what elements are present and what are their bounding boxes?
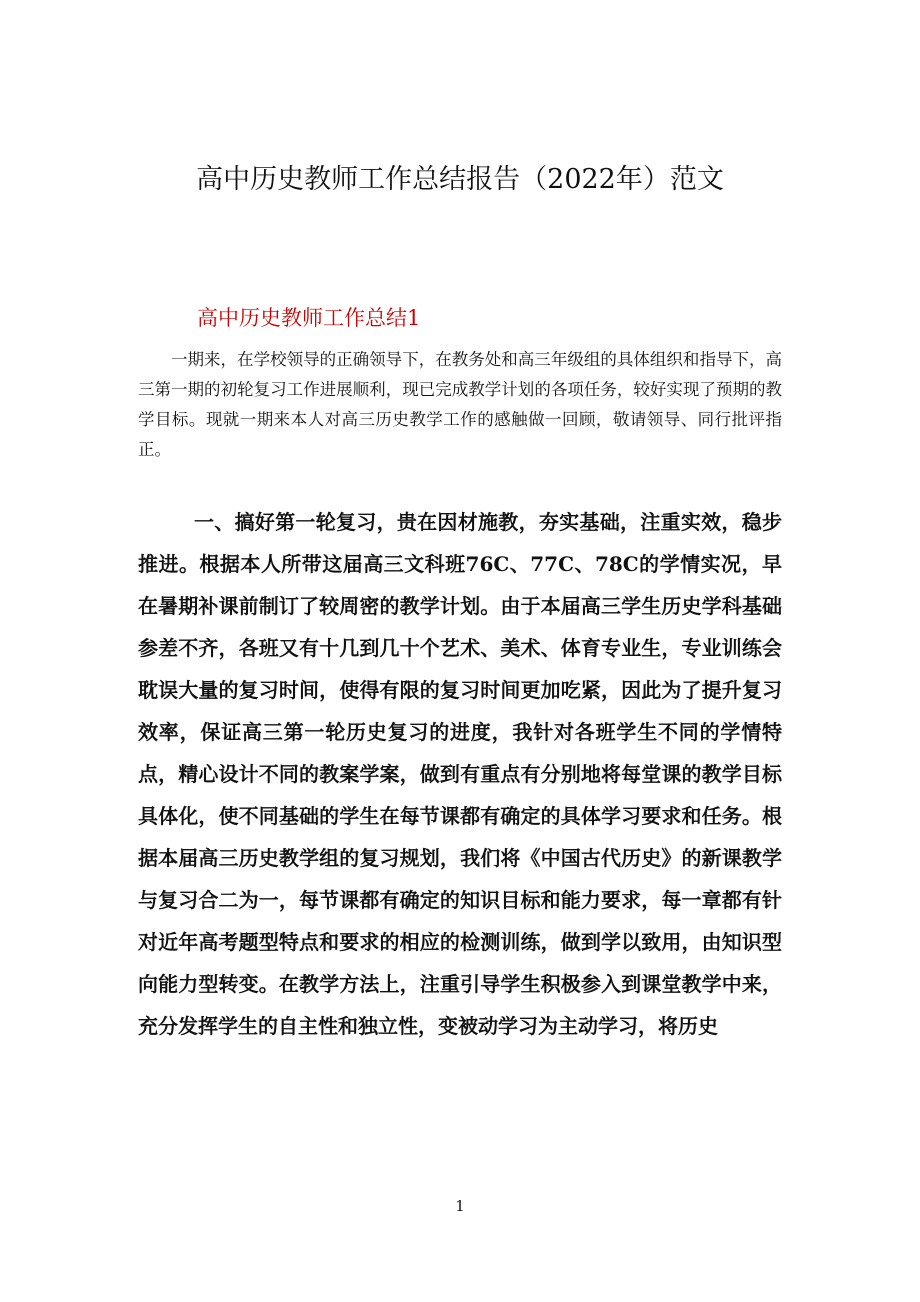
intro-paragraph: 一期来，在学校领导的正确领导下，在教务处和高三年级组的具体组织和指导下，高三第一期的初轮复习工作进展顺利，现已完成教学计划的各项任务，较好实现了预期的教学目标。现就一期来本人对高三历史教学工作的感触做一回顾，敬请领导、同行批评指正。 [138, 350, 782, 459]
body-paragraph: 一、搞好第一轮复习，贵在因材施教，夯实基础，注重实效，稳步推进。根据本人所带这届高三文科班76C、77C、78C的学情实况，早在暑期补课前制订了较周密的教学计划。由于本届高三学生历史学科基础参差不齐，各班又有十几到几十个艺术、美术、体育专业生，专业训练会耽误大量的复习时间，使得有限的复习时间更加吃紧，因此为了提升复习效率，保证高三第一轮历史复习的进度，我针对各班学生不同的学情特点，精心设计不同的教案学案，做到有重点有分别地将每堂课的教学目标具体化，使不同基础的学生在每节课都有确定的具体学习要求和任务。根据本届高三历史教学组的复习规划，我们将《中国古代历史》的新课教学与复习合二为一，每节课都有确定的知识目标和能力要求，每一章都有针对近年高考题型特点和要求的相应的检测训练，做到学以致用，由知识型向能力型转变。在教学方法上，注重引导学生积极参入到课堂教学中来，充分发挥学生的自主性和独立性，变被动学习为主动学习，将历史 [138, 510, 782, 1038]
page-number: 1 [455, 1197, 465, 1215]
section-heading: 高中历史教师工作总结1 [197, 306, 421, 330]
document-title: 高中历史教师工作总结报告（2022年）范文 [196, 164, 724, 195]
